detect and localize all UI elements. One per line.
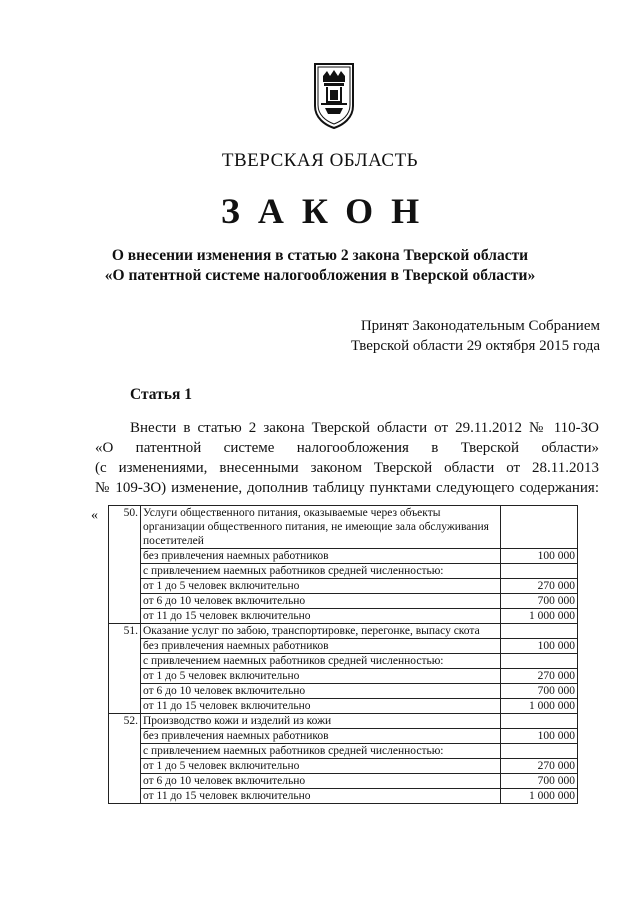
subtitle-line: О внесении изменения в статью 2 закона Тверской области — [111, 247, 529, 264]
item-value-cell: 1 000 000 — [501, 789, 578, 804]
item-number-cell — [109, 654, 141, 669]
item-number-cell — [109, 699, 141, 714]
item-value-cell: 270 000 — [501, 579, 578, 594]
article-line: № 109-ЗО) изменение, дополнив таблицу пунктами следующего содержания: — [95, 480, 599, 496]
table-row — [109, 506, 578, 549]
item-number-cell — [109, 744, 141, 759]
table-row — [109, 699, 578, 714]
item-number-cell: 51. — [109, 624, 141, 639]
table-row — [109, 789, 578, 804]
adoption-line: Тверской области 29 октября 2015 года — [350, 338, 600, 354]
item-description-cell: от 6 до 10 человек включительно — [141, 594, 501, 609]
item-value-cell — [501, 624, 578, 639]
adoption-note — [351, 316, 600, 356]
table-row — [109, 639, 578, 654]
item-value-cell: 100 000 — [501, 729, 578, 744]
table-row — [109, 594, 578, 609]
item-description-cell: без привлечения наемных работников — [141, 549, 501, 564]
item-value-cell — [501, 654, 578, 669]
item-number-cell — [109, 549, 141, 564]
item-value-cell: 700 000 — [501, 774, 578, 789]
table-row — [109, 609, 578, 624]
table-row — [109, 729, 578, 744]
item-value-cell: 700 000 — [501, 594, 578, 609]
item-value-cell — [501, 744, 578, 759]
item-value-cell: 270 000 — [501, 759, 578, 774]
table-row — [109, 579, 578, 594]
patent-table — [108, 505, 578, 804]
table-row — [109, 654, 578, 669]
article-line: «О патентной системе налогообложения в Тверской области» — [95, 440, 599, 456]
item-description-cell: от 6 до 10 человек включительно — [141, 774, 501, 789]
item-description-cell: Оказание услуг по забою, транспортировке, перегонке, выпасу скота — [141, 624, 501, 639]
item-value-cell: 1 000 000 — [501, 699, 578, 714]
coat-of-arms-icon — [313, 62, 355, 130]
law-title: ЗАКОН — [220, 191, 438, 231]
article-line: (с изменениями, внесенными законом Тверской области от 28.11.2013 — [95, 460, 599, 476]
table-row — [109, 669, 578, 684]
item-value-cell: 100 000 — [501, 549, 578, 564]
item-description-cell: с привлечением наемных работников средней численностью: — [141, 654, 501, 669]
item-number-cell — [109, 579, 141, 594]
item-number-cell — [109, 729, 141, 744]
item-value-cell: 1 000 000 — [501, 609, 578, 624]
item-value-cell — [501, 714, 578, 729]
adoption-line: Принят Законодательным Собранием — [360, 318, 600, 334]
item-number-cell — [109, 639, 141, 654]
table-row — [109, 759, 578, 774]
item-number-cell — [109, 594, 141, 609]
item-number-cell — [109, 669, 141, 684]
item-number-cell — [109, 564, 141, 579]
item-description-cell: без привлечения наемных работников — [141, 729, 501, 744]
article-body — [95, 418, 599, 498]
item-description-cell: с привлечением наемных работников средней численностью: — [141, 564, 501, 579]
item-description-cell: Производство кожи и изделий из кожи — [141, 714, 501, 729]
item-value-cell: 100 000 — [501, 639, 578, 654]
table-row — [109, 624, 578, 639]
item-value-cell: 700 000 — [501, 684, 578, 699]
item-number-cell: 52. — [109, 714, 141, 729]
item-number-cell — [109, 789, 141, 804]
table-row — [109, 774, 578, 789]
item-number-cell: 50. — [109, 506, 141, 549]
item-number-cell — [109, 759, 141, 774]
table-row — [109, 564, 578, 579]
article-title: Статья 1 — [130, 386, 192, 403]
region-heading: ТВЕРСКАЯ ОБЛАСТЬ — [221, 150, 419, 171]
item-description-cell: от 11 до 15 человек включительно — [141, 609, 501, 624]
table-row — [109, 684, 578, 699]
law-subtitle — [0, 246, 640, 286]
item-number-cell — [109, 609, 141, 624]
article-line: Внести в статью 2 закона Тверской области от 29.11.2012 № 110-ЗО — [130, 420, 599, 436]
item-number-cell — [109, 684, 141, 699]
item-value-cell — [501, 506, 578, 549]
item-value-cell: 270 000 — [501, 669, 578, 684]
item-description-cell: с привлечением наемных работников средней численностью: — [141, 744, 501, 759]
opening-quote: « — [91, 508, 98, 523]
table-row — [109, 744, 578, 759]
item-description-cell: Услуги общественного питания, оказываемые через объекты организации общественного питания, не имеющие зала обслуживания посетителей — [141, 506, 501, 549]
item-description-cell: от 1 до 5 человек включительно — [141, 579, 501, 594]
item-description-cell: от 1 до 5 человек включительно — [141, 669, 501, 684]
table-row — [109, 714, 578, 729]
item-description-cell: от 11 до 15 человек включительно — [141, 699, 501, 714]
subtitle-line: «О патентной системе налогообложения в Тверской области» — [104, 267, 536, 284]
item-description-cell: от 1 до 5 человек включительно — [141, 759, 501, 774]
item-description-cell: от 6 до 10 человек включительно — [141, 684, 501, 699]
item-value-cell — [501, 564, 578, 579]
item-description-cell: от 11 до 15 человек включительно — [141, 789, 501, 804]
table-row — [109, 549, 578, 564]
item-description-cell: без привлечения наемных работников — [141, 639, 501, 654]
item-number-cell — [109, 774, 141, 789]
